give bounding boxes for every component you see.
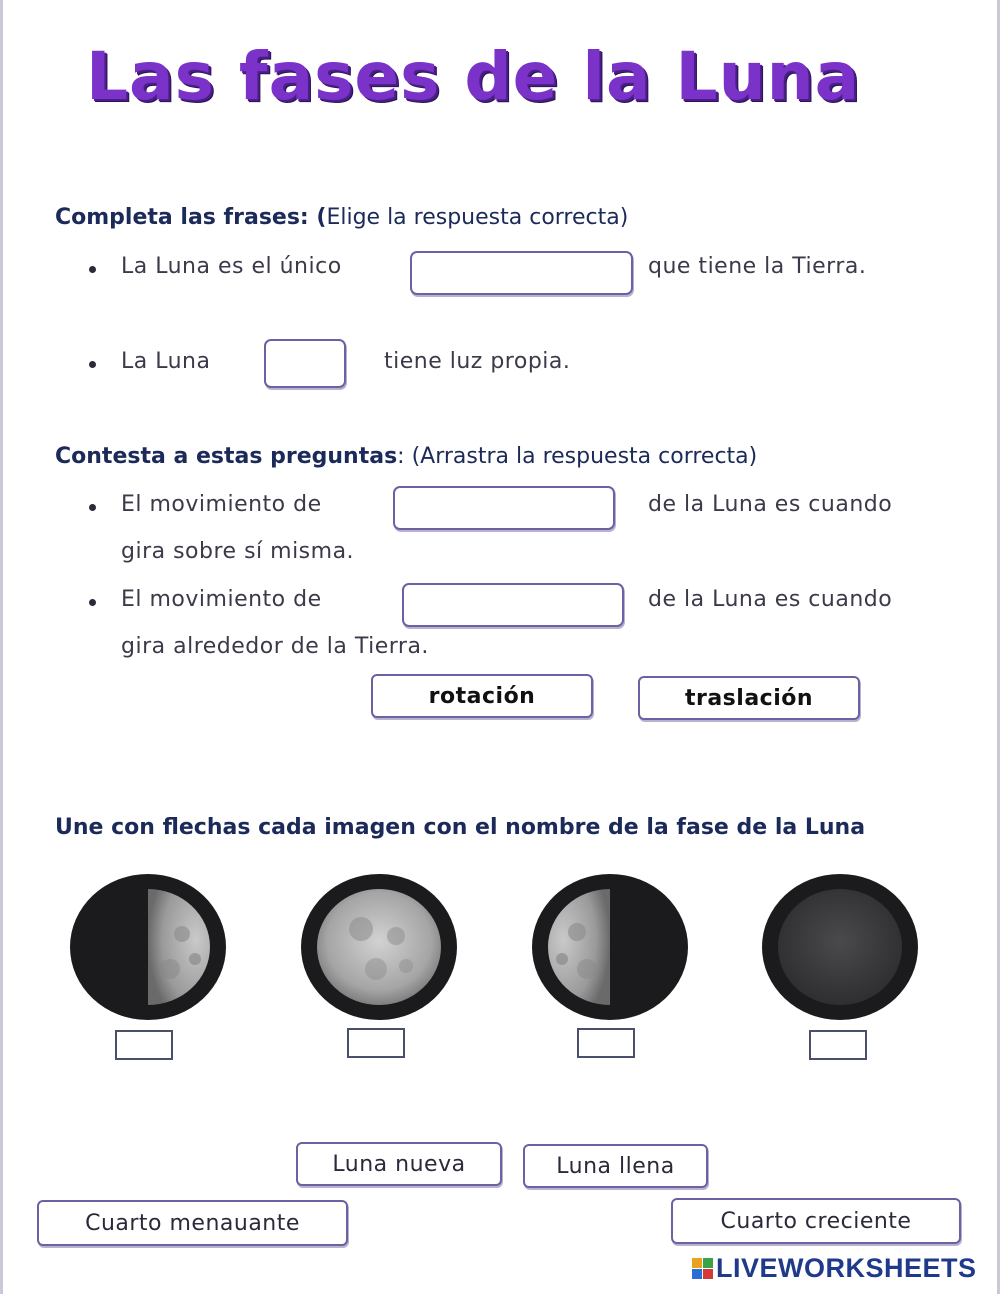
cuarto-creciente-moon-icon — [532, 874, 688, 1020]
brand-text: LIVEWORKSHEETS — [716, 1253, 977, 1283]
sentence2-after: tiene luz propia. — [384, 349, 571, 374]
sentence1-before: La Luna es el único — [121, 254, 342, 279]
sentence2-before: La Luna — [121, 349, 211, 374]
drag-option-rotacion[interactable]: rotación — [371, 674, 593, 718]
question2-line2: gira alrededor de la Tierra. — [121, 634, 429, 659]
phase-label-cuarto-creciente[interactable]: Cuarto creciente — [671, 1198, 961, 1244]
phase-label-luna-nueva[interactable]: Luna nueva — [296, 1142, 502, 1186]
liveworksheets-brand — [692, 1253, 977, 1284]
page-title: Las fases de la Luna — [86, 38, 861, 115]
question1-line2: gira sobre sí misma. — [121, 539, 355, 564]
bullet — [89, 266, 96, 273]
section3-heading: Une con flechas cada imagen con el nombre de la fase de la Luna — [55, 815, 866, 840]
answer-slot-2[interactable] — [264, 339, 346, 388]
section1-heading — [55, 205, 628, 230]
bullet — [89, 599, 96, 606]
phase-label-luna-llena[interactable]: Luna llena — [523, 1144, 708, 1188]
question1-before: El movimiento de — [121, 492, 322, 517]
sentence1-after: que tiene la Tierra. — [648, 254, 867, 279]
phase-label-cuarto-menguante[interactable]: Cuarto menauante — [37, 1200, 348, 1246]
liveworksheets-logo-icon — [692, 1258, 714, 1280]
page-border-left — [0, 0, 3, 1294]
bullet — [89, 504, 96, 511]
cuarto-menguante-moon-icon — [70, 874, 226, 1020]
phase-answer-box-3[interactable] — [577, 1028, 635, 1058]
question2-after: de la Luna es cuando — [648, 587, 893, 612]
question1-after: de la Luna es cuando — [648, 492, 893, 517]
drop-slot-1[interactable] — [393, 486, 615, 530]
section1-heading-bold: Completa las frases: ( — [55, 205, 327, 230]
section2-heading-rest: : (Arrastra la respuesta correcta) — [397, 444, 758, 469]
section1-heading-rest: Elige la respuesta correcta) — [326, 205, 629, 230]
section2-heading — [55, 444, 757, 469]
drop-slot-2[interactable] — [402, 583, 624, 627]
luna-nueva-moon-icon — [762, 874, 918, 1020]
answer-slot-1[interactable] — [410, 251, 633, 295]
section2-heading-bold: Contesta a estas preguntas — [55, 444, 398, 469]
phase-answer-box-1[interactable] — [115, 1030, 173, 1060]
drag-option-traslacion[interactable]: traslación — [638, 676, 860, 720]
bullet — [89, 361, 96, 368]
phase-answer-box-2[interactable] — [347, 1028, 405, 1058]
luna-llena-moon-icon — [301, 874, 457, 1020]
phase-answer-box-4[interactable] — [809, 1030, 867, 1060]
question2-before: El movimiento de — [121, 587, 322, 612]
